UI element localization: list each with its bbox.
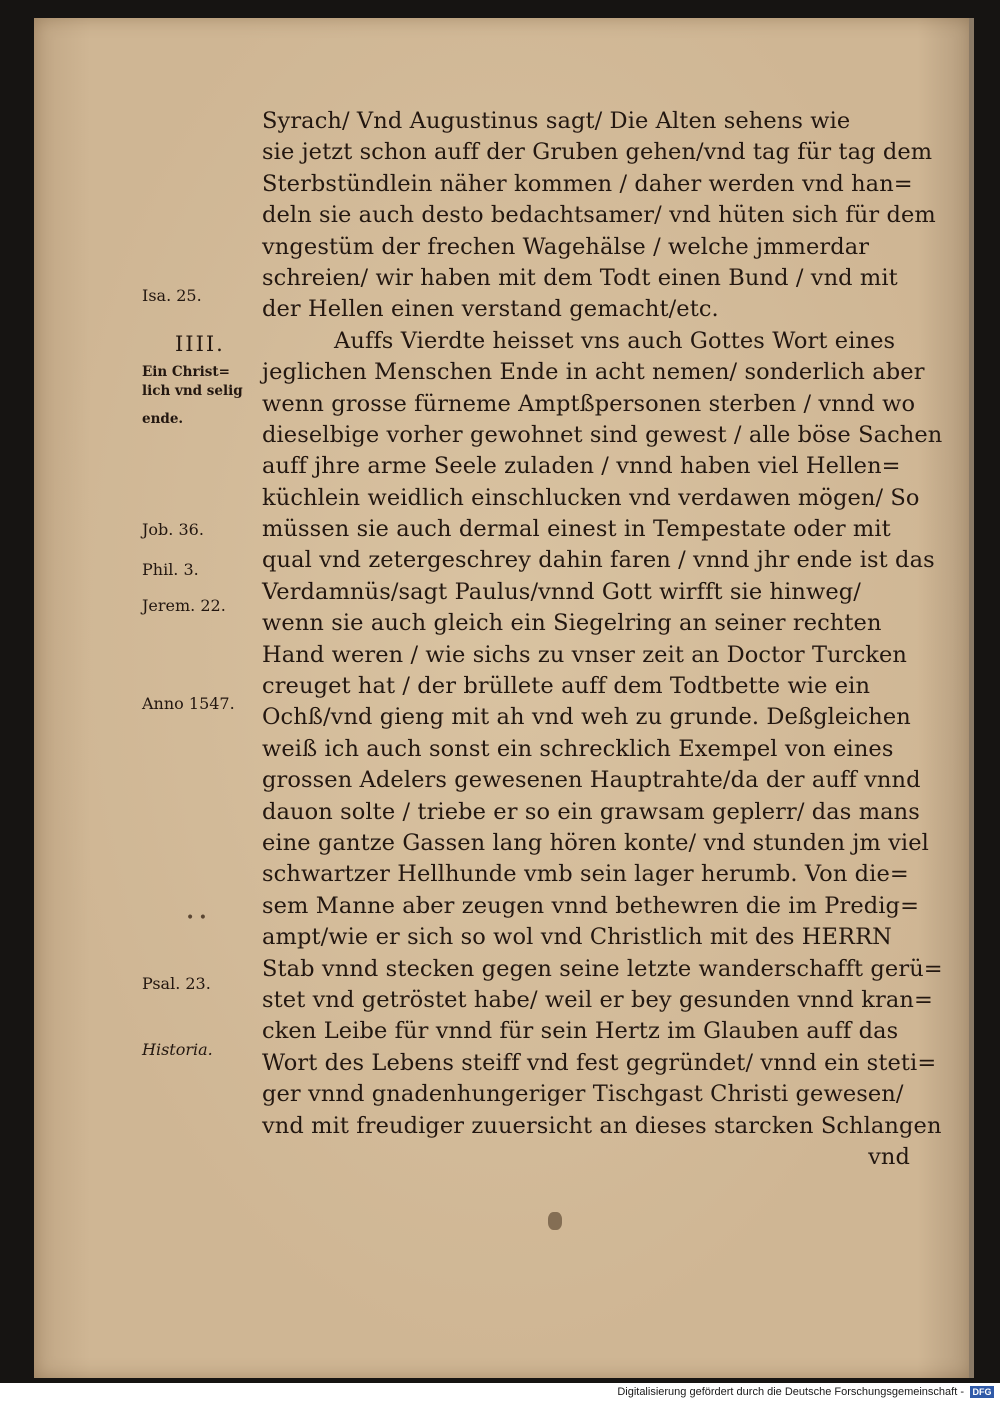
text-line: schreien/ wir haben mit dem Todt einen Bund / vnd mit <box>262 264 898 291</box>
page-edge <box>969 18 974 1378</box>
footer-bar <box>0 1383 1000 1402</box>
text-line: Auffs Vierdte heisset vns auch Gottes Wort eines <box>334 327 896 354</box>
margin-section-title: Ein Christ= <box>142 364 230 380</box>
text-line: eine gantze Gassen lang hören konte/ vnd stunden jm viel <box>262 829 929 856</box>
margin-dots: • • <box>186 910 207 926</box>
text-line: grossen Adelers gewesenen Hauptrahte/da der auff vnnd <box>262 767 921 794</box>
text-line: Sterbstündlein näher kommen / daher werden vnd han= <box>262 170 913 197</box>
text-line: dauon solte / triebe er so ein grawsam geplerr/ das mans <box>262 798 920 825</box>
text-line: Stab vnnd stecken gegen seine letzte wanderschafft gerü= <box>262 955 943 982</box>
margin-note-jerem: Jerem. 22. <box>142 596 226 615</box>
dfg-logo: DFG <box>970 1386 994 1398</box>
ink-stain <box>548 1212 562 1230</box>
text-line: küchlein weidlich einschlucken vnd verdawen mögen/ So <box>262 484 920 511</box>
text-line: vngestüm der frechen Wagehälse / welche jmmerdar <box>262 233 870 260</box>
text-line: Verdamnüs/sagt Paulus/vnnd Gott wirfft sie hinweg/ <box>262 578 861 605</box>
text-line: Hand weren / wie sichs zu vnser zeit an Doctor Turcken <box>262 641 908 668</box>
catchword: vnd <box>868 1143 910 1170</box>
text-line: cken Leibe für vnnd für sein Hertz im Glauben auff das <box>262 1018 899 1045</box>
text-line: der Hellen einen verstand gemacht/etc. <box>262 296 719 323</box>
text-line: jeglichen Menschen Ende in acht nemen/ sonderlich aber <box>262 359 925 386</box>
margin-section-number: IIII. <box>175 332 225 356</box>
margin-section-title: ende. <box>142 411 184 427</box>
text-line: stet vnd getröstet habe/ weil er bey gesunden vnnd kran= <box>262 986 933 1013</box>
footer-credit: Digitalisierung gefördert durch die Deutsche Forschungsgemeinschaft - <box>617 1386 964 1398</box>
margin-note-anno: Anno 1547. <box>142 694 235 713</box>
text-line: weiß ich auch sonst ein schrecklich Exempel von eines <box>262 735 894 762</box>
text-line: Ochß/vnd gieng mit ah vnd weh zu grunde. Deßgleichen <box>262 704 911 731</box>
margin-note-isa: Isa. 25. <box>142 286 202 305</box>
text-line: müssen sie auch dermal einest in Tempestate oder mit <box>262 516 891 543</box>
text-line: sem Manne aber zeugen vnnd bethewren die im Predig= <box>262 892 920 919</box>
margin-section-title: lich vnd selig <box>142 383 243 399</box>
text-line: ger vnnd gnadenhungeriger Tischgast Christi gewesen/ <box>262 1081 904 1108</box>
text-line: dieselbige vorher gewohnet sind gewest / alle böse Sachen <box>262 421 943 448</box>
text-line: Syrach/ Vnd Augustinus sagt/ Die Alten sehens wie <box>262 108 851 134</box>
text-line: sie jetzt schon auff der Gruben gehen/vnd tag für tag dem <box>262 139 933 166</box>
text-line: schwartzer Hellhunde vmb sein lager herumb. Von die= <box>262 861 909 888</box>
text-line: vnd mit freudiger zuuersicht an dieses starcken Schlangen <box>262 1112 942 1139</box>
page-body-text <box>262 106 943 1173</box>
margin-note-job: Job. 36. <box>142 520 204 539</box>
text-line: qual vnd zetergeschrey dahin faren / vnnd jhr ende ist das <box>262 547 935 574</box>
text-line: ampt/wie er sich so wol vnd Christlich mit des HERRN <box>262 924 892 951</box>
text-line: deln sie auch desto bedachtsamer/ vnd hüten sich für dem <box>262 202 936 229</box>
margin-note-psal: Psal. 23. <box>142 974 211 993</box>
text-line: auff jhre arme Seele zuladen / vnnd haben viel Hellen= <box>262 453 901 480</box>
text-line: Wort des Lebens steiff vnd fest gegründet/ vnnd ein steti= <box>262 1049 937 1076</box>
text-line: wenn grosse fürneme Amptßpersonen sterben / vnnd wo <box>262 390 916 417</box>
text-line: wenn sie auch gleich ein Siegelring an seiner rechten <box>262 610 882 637</box>
margin-note-historia: Historia. <box>142 1040 213 1059</box>
text-line: creuget hat / der brüllete auff dem Todtbette wie ein <box>262 673 871 700</box>
margin-note-phil: Phil. 3. <box>142 560 199 579</box>
